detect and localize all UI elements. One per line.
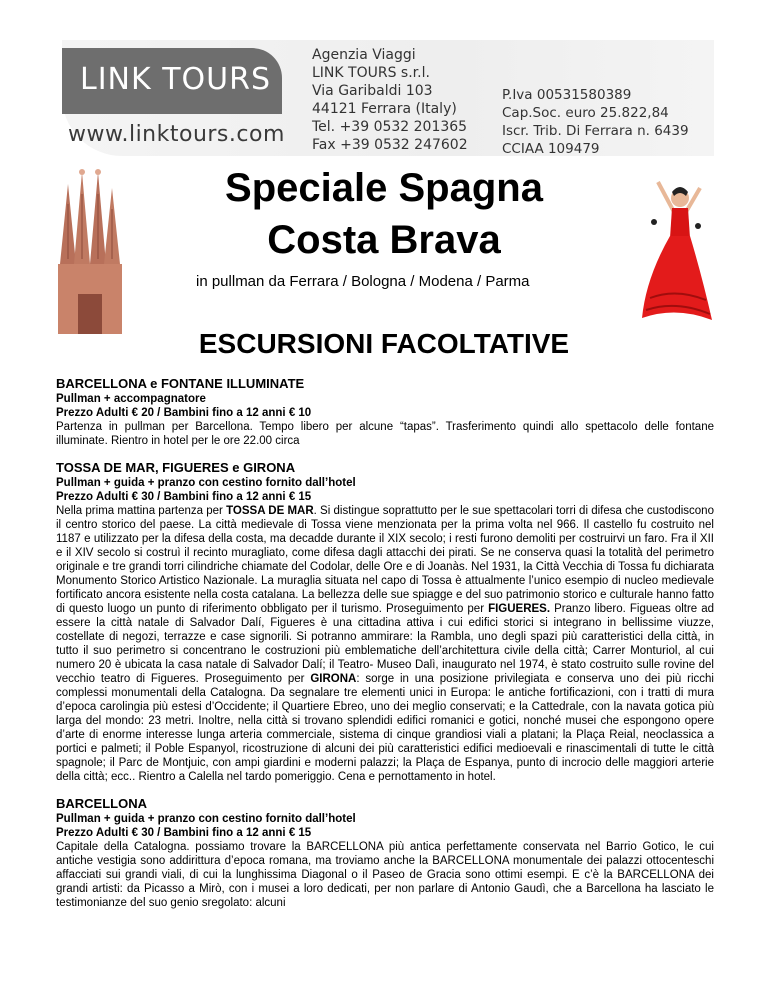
website: www.linktours.com [68, 122, 285, 147]
excursion-title: BARCELLONA [56, 796, 147, 811]
agency-line: Fax +39 0532 247602 [312, 137, 468, 153]
page-subtitle: in pullman da Ferrara / Bologna / Modena / Parma [196, 273, 530, 290]
agency-line: 44121 Ferrara (Italy) [312, 101, 457, 117]
logo-text: LINK TOURS [80, 62, 271, 97]
excursion-item [56, 796, 714, 910]
fiscal-line: CCIAA 109479 [502, 141, 600, 157]
excursion-title: TOSSA DE MAR, FIGUERES e GIRONA [56, 460, 296, 475]
excursions-list [56, 376, 714, 922]
section-title: ESCURSIONI FACOLTATIVE [198, 328, 570, 359]
excursion-price: Prezzo Adulti € 30 / Bambini fino a 12 anni € 15 [56, 491, 312, 503]
letterhead [62, 40, 714, 156]
place-name: GIRONA [310, 673, 357, 685]
fiscal-line: Cap.Soc. euro 25.822,84 [502, 105, 669, 121]
agency-line: Via Garibaldi 103 [312, 83, 433, 99]
agency-line: Tel. +39 0532 201365 [312, 119, 468, 135]
excursion-services: Pullman + accompagnatore [56, 393, 206, 405]
place-name: TOSSA DE MAR [226, 505, 314, 517]
page-title-line-2: Costa Brava [267, 218, 501, 262]
excursion-description: Capitale della Catalogna. possiamo trovare la BARCELLONA più antica perfettamente conservata nel Barrio Gotico, le cui antiche vestigia sono addirittura d’epoca romana, ma troviamo anche la BARCELLONA monumentale dei palazzi ottocenteschi affacciati sui grandi viali, di cui la lunghissima Diagonal o il Paseo de Gracia sono ottimi esempi. E c’è la BARCELLONA dei grandi artisti: da Picasso a Mirò, con i musei a loro dedicati, per non parlare di Antonio Gaudì, che a Barcellona ha lasciato le testimonianze del suo genio sregolato: alcuni [56, 841, 714, 909]
excursion-price: Prezzo Adulti € 20 / Bambini fino a 12 anni € 10 [56, 407, 312, 419]
excursion-description: Partenza in pullman per Barcellona. Tempo libero per alcune “tapas”. Trasferimento quindi allo spettacolo delle fontane illuminate. Rientro in hotel per le ore 22.00 circa [56, 421, 714, 447]
fiscal-line: Iscr. Trib. Di Ferrara n. 6439 [502, 123, 689, 139]
description-text: . Si distingue soprattutto per le sue spettacolari torri di difesa che custodiscono il centro storico del paese. La città medievale di Tossa viene menzionata per la prima volta nel 966. Il castello fu costruito nel 1187 e utilizzato per la difesa della costa, ma decadde durante il XIX secolo; i resti furono demoliti per costruirvi un faro. Fra il XII e il XIV secolo si costruì il recinto muragliato, come difesa dagli attacchi dei pirati. Se ne conserva quasi la totalità del perimetro originale e tre grandi torri cilindriche chiamate del Codolar, delle Ore e di Joanàs. Nel 1931, la Città Vecchia di Tossa fu dichiarata Monumento Storico Artistico Nazionale. La muraglia situata nel capo di Tossa è attualmente l’unico esempio di nucleo medievale fortificato ancora esistente nella costa catalana. La bellezza delle sue spiagge e del suo patrimonio storico e culturale hanno fatto di questo luogo un punto di riferimento obbligato per il turismo. Proseguimento per [56, 505, 714, 615]
fiscal-line: P.Iva 00531580389 [502, 87, 632, 103]
excursion-price: Prezzo Adulti € 30 / Bambini fino a 12 anni € 15 [56, 827, 312, 839]
excursion-services: Pullman + guida + pranzo con cestino fornito dall’hotel [56, 813, 356, 825]
logo [62, 48, 282, 114]
agency-address [312, 46, 468, 154]
place-name: FIGUERES. [488, 603, 551, 615]
agency-line: LINK TOURS s.r.l. [312, 65, 430, 81]
excursion-title: BARCELLONA e FONTANE ILLUMINATE [56, 376, 305, 391]
description-text: Nella prima mattina partenza per [56, 505, 227, 517]
fiscal-info [502, 86, 689, 158]
excursion-item [56, 460, 714, 784]
excursion-services: Pullman + guida + pranzo con cestino fornito dall’hotel [56, 477, 356, 489]
excursion-description [56, 504, 714, 784]
agency-line: Agenzia Viaggi [312, 47, 416, 63]
description-text: : sorge in una posizione privilegiata e conserva uno dei più ricchi complessi monumentali della Catalogna. Da segnalare tre elementi unici in Europa: le antiche fortificazioni, con i tratti di mura d’epoca carolingia più estesi d’Occidente; il Quartiere Ebreo, uno dei meglio conservati; e la Cattedrale, con la navata gotica più larga del mondo: 23 metri. Inoltre, nella città si trovano splendidi edifici romanici e gotici, nonché musei che espongono opere d’arte di enorme interesse lunga arteria commerciale, sistema di cinque grandiosi viali a platani; la Plaça Reial, neoclassica a portici e palmeti; il Poble Espanyol, ricostruzione di alcuni dei più caratteristici edifici medioevali e rinascimentali di tutte le città spagnole; il Parc de Montjuic, con ampi giardini e moderni palazzi; la Plaça de Espanya, punto di incrocio delle maggiori arterie della città; ecc.. Rientro a Calella nel tardo pomeriggio. Cena e pernottamento in hotel. [56, 673, 714, 783]
page-title-line-1: Speciale Spagna [225, 166, 543, 210]
description-text: Pranzo libero. Figueas oltre ad essere la città natale di Salvador Dalí, Figueres è una cittadina attiva i cui edifici storici si integrano in bellissime viuzze, costellate di negozi, terrazze e case signorili. Si potranno ammirare: la Rambla, uno degli spazi più caratteristici della città, in tutto il suo perimetro si concentrano le costruzioni più emblematiche dell’architettura civile della città; Carrer Monturiol, al cui numero 20 è ubicata la casa natale di Salvador Dalí; il Teatro- Museo Dalì, inaugurato nel 1974, è stato costruito sulle rovine del vecchio teatro di Figueres. Proseguimento per [56, 603, 715, 685]
excursion-item [56, 376, 714, 448]
